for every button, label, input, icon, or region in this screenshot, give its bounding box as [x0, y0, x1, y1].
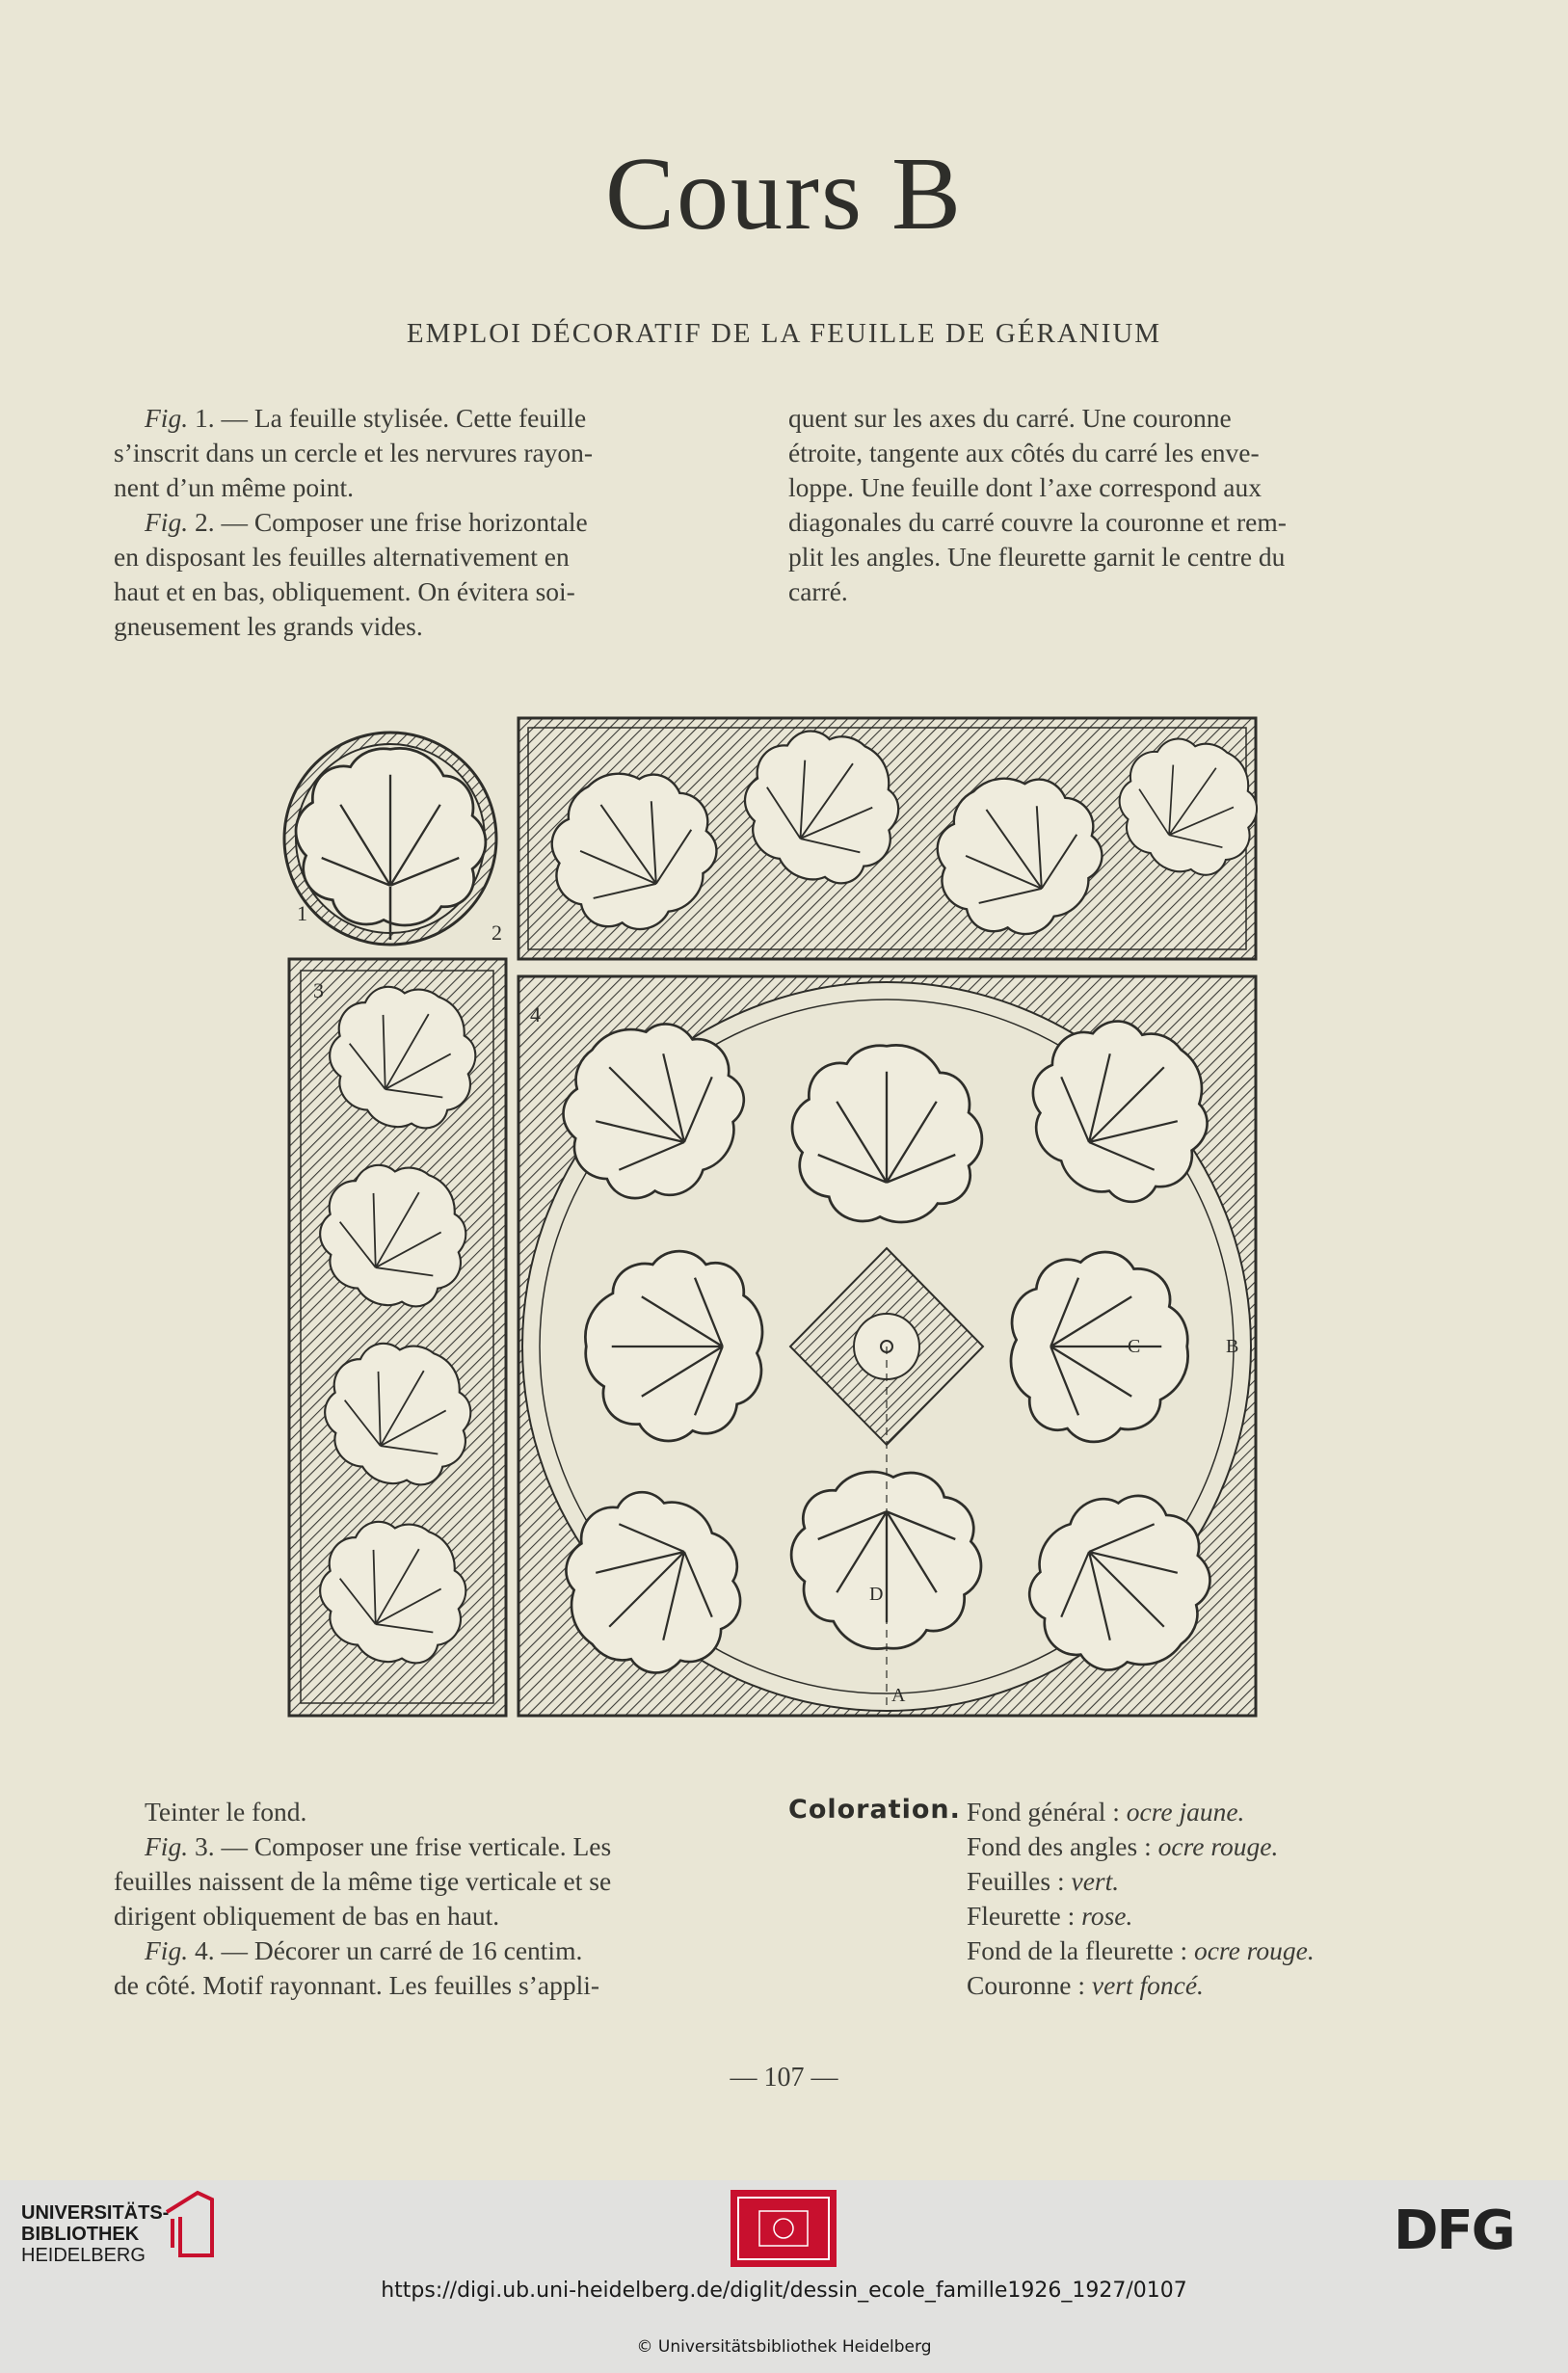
text-line: dirigent obliquement de bas en haut.	[114, 1901, 500, 1931]
figure-3-vertical-frieze	[289, 959, 506, 1716]
text-line: de côté. Motif rayonnant. Les feuilles s’appli-	[114, 1970, 600, 2000]
text-line: s’inscrit dans un cercle et les nervures rayon-	[114, 438, 594, 467]
page-number: — 107 —	[730, 2063, 838, 2093]
figure-4-square	[518, 976, 1256, 1716]
coloration-color: vert.	[1071, 1866, 1120, 1896]
coloration-part: Couronne :	[967, 1970, 1092, 2000]
text-span: 2. — Composer une frise horizontale	[188, 507, 588, 537]
text-line: plit les angles. Une fleurette garnit le centre du	[788, 542, 1286, 572]
label-b: B	[1226, 1336, 1239, 1357]
text-line	[114, 1829, 756, 1864]
ub-logo-line: HEIDELBERG	[21, 2245, 146, 2266]
coloration-item	[967, 1968, 1315, 2003]
coloration-color: ocre rouge.	[1193, 1935, 1315, 1965]
text-line: loppe. Une feuille dont l’axe correspond aux	[788, 472, 1262, 502]
fig-label: Fig.	[145, 1831, 189, 1861]
intro-left-column	[114, 401, 756, 644]
lower-left-column	[114, 1795, 756, 2003]
text-line: diagonales du carré couvre la couronne et rem-	[788, 507, 1287, 537]
text-line	[114, 505, 756, 540]
coloration-color: ocre jaune.	[1126, 1797, 1245, 1826]
text-line	[114, 401, 756, 436]
text-line: nent d’un même point.	[114, 472, 354, 502]
text-line: feuilles naissent de la même tige verticale et se	[114, 1866, 612, 1896]
coloration-part: Fond des angles :	[967, 1831, 1158, 1861]
figure-2-horizontal-frieze	[518, 708, 1262, 964]
text-span: 3. — Composer une frise verticale. Les	[188, 1831, 612, 1861]
coloration-item	[967, 1795, 1315, 1829]
coloration-label: Coloration.	[788, 1795, 961, 1825]
text-line: étroite, tangente aux côtés du carré les enve-	[788, 438, 1260, 467]
text-line: quent sur les axes du carré. Une couronne	[788, 403, 1232, 433]
coloration-item	[967, 1829, 1315, 1864]
coloration-color: ocre rouge.	[1157, 1831, 1279, 1861]
text-line: Teinter le fond.	[145, 1797, 307, 1826]
coloration-part: Fleurette :	[967, 1901, 1082, 1931]
dfg-logo[interactable]: DFG	[1394, 2200, 1514, 2262]
fig-label: Fig.	[145, 1935, 189, 1965]
text-span: 4. — Décorer un carré de 16 centim.	[188, 1935, 583, 1965]
coloration-color: vert foncé.	[1091, 1970, 1204, 2000]
episteme-logo[interactable]	[731, 2190, 837, 2267]
copyright-notice: © Universitätsbibliothek Heidelberg	[636, 2337, 932, 2357]
text-span: 1. — La feuille stylisée. Cette feuille	[188, 403, 587, 433]
label-fig1: 1	[297, 901, 307, 925]
label-fig3: 3	[313, 978, 324, 1002]
label-a: A	[891, 1685, 906, 1706]
coloration-list	[967, 1795, 1315, 2003]
coloration-item	[967, 1933, 1315, 1968]
coloration-part: Fond de la fleurette :	[967, 1935, 1194, 1965]
text-line: haut et en bas, obliquement. On évitera soi-	[114, 576, 575, 606]
page-subtitle: EMPLOI DÉCORATIF DE LA FEUILLE DE GÉRANIUM	[406, 318, 1162, 349]
coloration-part: Fond général :	[967, 1797, 1127, 1826]
coloration-item	[967, 1899, 1315, 1933]
geranium-plate-figure	[279, 708, 1262, 1720]
university-library-logo[interactable]	[21, 2202, 169, 2266]
figure-1-circle	[284, 733, 496, 945]
ub-logo-line: BIBLIOTHEK	[21, 2224, 140, 2245]
text-line: en disposant les feuilles alternativement en	[114, 542, 570, 572]
page-url[interactable]: https://digi.ub.uni-heidelberg.de/diglit/dessin_ecole_famille1926_1927/0107	[381, 2279, 1187, 2303]
episteme-logo-icon	[731, 2190, 837, 2267]
coloration-item	[967, 1864, 1315, 1899]
fig-label: Fig.	[145, 403, 189, 433]
label-fig2: 2	[492, 920, 502, 945]
intro-right-column	[788, 401, 1439, 609]
fig-label: Fig.	[145, 507, 189, 537]
label-fig4: 4	[530, 1002, 541, 1027]
label-c: C	[1128, 1336, 1141, 1357]
coloration-color: rose.	[1081, 1901, 1133, 1931]
text-line: carré.	[788, 576, 848, 606]
ub-logo-line: UNIVERSITÄTS-	[21, 2202, 170, 2224]
text-line: gneusement les grands vides.	[114, 611, 423, 641]
text-line	[114, 1933, 756, 1968]
label-d: D	[869, 1584, 884, 1605]
coloration-part: Feuilles :	[967, 1866, 1072, 1896]
ub-mark-icon	[159, 2188, 217, 2260]
page-title: Cours B	[604, 137, 964, 252]
